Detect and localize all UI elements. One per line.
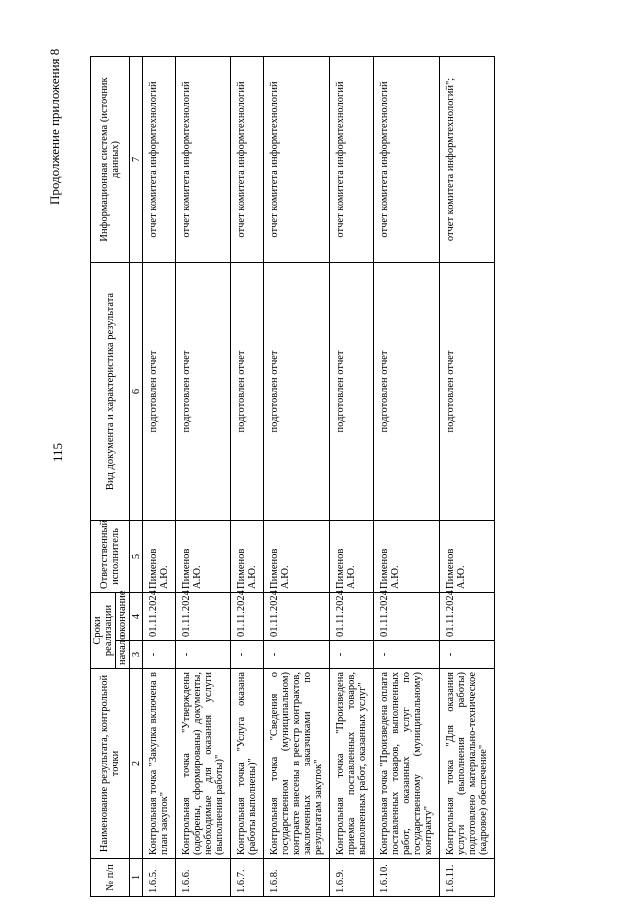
row-executor: Пименов А.Ю. bbox=[374, 520, 440, 592]
col-number: 1 bbox=[130, 859, 143, 897]
row-name: Контрольная точка "Сведения о государственном (муниципальном) контракте внесены в реестр контрактов, заключенных заказчиками по результатам закупок" bbox=[264, 669, 330, 859]
col-number: 7 bbox=[130, 56, 143, 262]
col-number: 6 bbox=[130, 262, 143, 520]
header-end: окончание bbox=[116, 592, 130, 640]
row-start: - bbox=[231, 641, 264, 669]
row-start: - bbox=[374, 641, 440, 669]
row-system: отчет комитета информтехнологий bbox=[264, 56, 330, 262]
row-start: - bbox=[176, 641, 231, 669]
col-number: 3 bbox=[130, 641, 143, 669]
row-system: отчет комитета информтехнологий bbox=[176, 56, 231, 262]
row-doc: подготовлен отчет bbox=[143, 262, 176, 520]
header-start: начало bbox=[116, 641, 130, 669]
row-name: Контрольная точка "Услуга оказана (работы выполнены)" bbox=[231, 669, 264, 859]
row-executor: Пименов А.Ю. bbox=[176, 520, 231, 592]
row-executor: Пименов А.Ю. bbox=[231, 520, 264, 592]
row-doc: подготовлен отчет bbox=[374, 262, 440, 520]
row-doc: подготовлен отчет bbox=[231, 262, 264, 520]
table-row bbox=[264, 56, 330, 896]
row-doc: подготовлен отчет bbox=[176, 262, 231, 520]
row-system: отчет комитета информтехнологий bbox=[330, 56, 374, 262]
row-end: 01.11.2024 bbox=[374, 592, 440, 640]
header-name: Наименование результата, контрольной точки bbox=[91, 669, 130, 859]
row-name: Контрольная точка "Для оказания услуги (выполнения работы) подготовлено материально-техническое (кадровое) обеспечение" bbox=[440, 669, 495, 859]
table-row bbox=[176, 56, 231, 896]
row-number: 1.6.10. bbox=[374, 859, 440, 897]
table-row bbox=[374, 56, 440, 896]
row-name: Контрольная точка "Закупка включена в план закупок" bbox=[143, 669, 176, 859]
row-name: Контрольная точка "Произведена оплата поставленных товаров, выполненных работ, оказанных услуг по государственному (муниципальному) контракту" bbox=[374, 669, 440, 859]
page-number: 115 bbox=[50, 442, 65, 462]
continuation-title: Продолжение приложения 8 bbox=[47, 48, 62, 205]
row-number: 1.6.8. bbox=[264, 859, 330, 897]
header-num: № п/п bbox=[91, 859, 130, 897]
row-start: - bbox=[330, 641, 374, 669]
row-number: 1.6.6. bbox=[176, 859, 231, 897]
row-end: 01.11.2024 bbox=[440, 592, 495, 640]
row-number: 1.6.9. bbox=[330, 859, 374, 897]
table-row bbox=[330, 56, 374, 896]
row-name: Контрольная точка "Утверждены (одобрены, сформированы) документы, необходимые для оказания услуги (выполнения работы)" bbox=[176, 669, 231, 859]
col-number: 4 bbox=[130, 592, 143, 640]
row-end: 01.11.2024 bbox=[231, 592, 264, 640]
row-end: 01.11.2024 bbox=[176, 592, 231, 640]
row-number: 1.6.5. bbox=[143, 859, 176, 897]
col-number: 2 bbox=[130, 669, 143, 859]
row-executor: Пименов А.Ю. bbox=[143, 520, 176, 592]
row-doc: подготовлен отчет bbox=[440, 262, 495, 520]
header-terms: Сроки реализации bbox=[91, 592, 116, 668]
row-number: 1.6.7. bbox=[231, 859, 264, 897]
row-start: - bbox=[440, 641, 495, 669]
row-executor: Пименов А.Ю. bbox=[264, 520, 330, 592]
row-end: 01.11.2024 bbox=[264, 592, 330, 640]
row-start: - bbox=[143, 641, 176, 669]
row-doc: подготовлен отчет bbox=[330, 262, 374, 520]
row-system: отчет комитета информтехнологий bbox=[231, 56, 264, 262]
table-row bbox=[143, 56, 176, 896]
header-executor: Ответственный исполнитель bbox=[91, 520, 130, 592]
row-number: 1.6.11. bbox=[440, 859, 495, 897]
row-end: 01.11.2024 bbox=[330, 592, 374, 640]
header-system: Информационная система (источник данных) bbox=[91, 56, 130, 262]
row-executor: Пименов А.Ю. bbox=[440, 520, 495, 592]
row-end: 01.11.2024 bbox=[143, 592, 176, 640]
row-start: - bbox=[264, 641, 330, 669]
results-table bbox=[90, 56, 495, 897]
row-system: отчет комитета информтехнологий"; bbox=[440, 56, 495, 262]
row-name: Контрольная точка "Произведена приемка поставленных товаров, выполненных работ, оказанных услуг" bbox=[330, 669, 374, 859]
table-row bbox=[440, 56, 495, 896]
row-doc: подготовлен отчет bbox=[264, 262, 330, 520]
row-system: отчет комитета информтехнологий bbox=[374, 56, 440, 262]
col-number: 5 bbox=[130, 520, 143, 592]
row-system: отчет комитета информтехнологий bbox=[143, 56, 176, 262]
header-doc: Вид документа и характеристика результата bbox=[91, 262, 130, 520]
table-row bbox=[231, 56, 264, 896]
row-executor: Пименов А.Ю. bbox=[330, 520, 374, 592]
